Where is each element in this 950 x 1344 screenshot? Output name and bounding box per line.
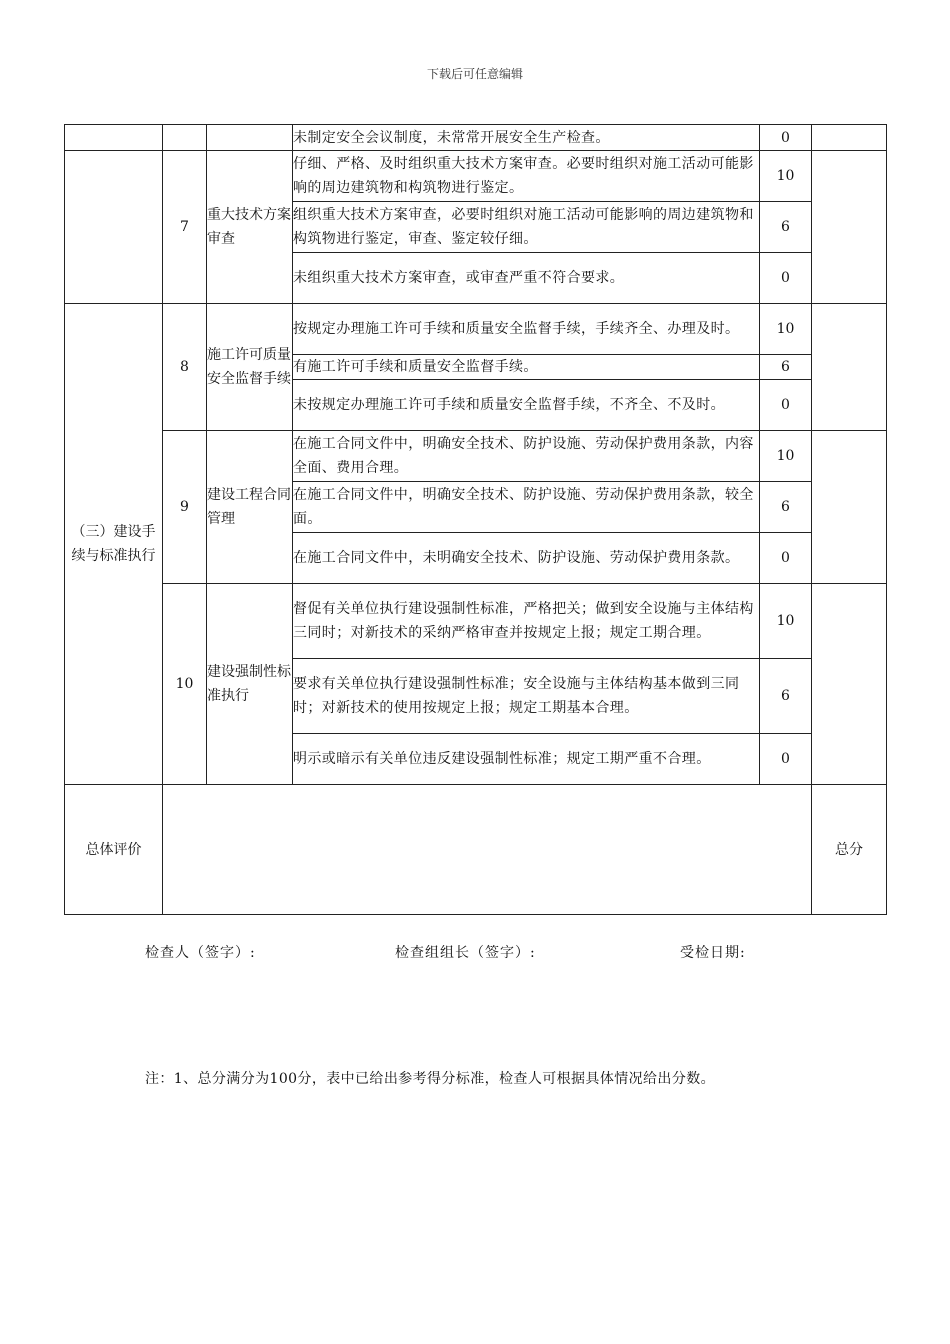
total-evaluation-field[interactable] bbox=[163, 785, 812, 915]
criterion-cell: 在施工合同文件中，明确安全技术、防护设施、劳动保护费用条款，较全面。 bbox=[293, 482, 760, 533]
item-name-cell-prev bbox=[207, 125, 293, 151]
criterion-cell: 按规定办理施工许可手续和质量安全监督手续，手续齐全、办理及时。 bbox=[293, 304, 760, 355]
actual-score-cell[interactable] bbox=[812, 125, 887, 151]
table-row bbox=[65, 304, 887, 355]
item-number-cell-prev bbox=[163, 125, 207, 151]
table-row bbox=[65, 125, 887, 151]
score-cell: 0 bbox=[760, 734, 812, 785]
item-number: 10 bbox=[163, 584, 207, 785]
table-row bbox=[65, 431, 887, 482]
category-label: （三）建设手续与标准执行 bbox=[65, 304, 163, 785]
table-row bbox=[65, 584, 887, 659]
actual-score-cell[interactable] bbox=[812, 151, 887, 304]
item-number: 9 bbox=[163, 431, 207, 584]
leader-signature-label: 检查组组长（签字）: bbox=[395, 945, 536, 961]
item-number: 8 bbox=[163, 304, 207, 431]
actual-score-cell[interactable] bbox=[812, 304, 887, 431]
actual-score-cell[interactable] bbox=[812, 584, 887, 785]
score-cell: 0 bbox=[760, 380, 812, 431]
item-name: 建设强制性标准执行 bbox=[207, 584, 293, 785]
criterion-cell: 在施工合同文件中，未明确安全技术、防护设施、劳动保护费用条款。 bbox=[293, 533, 760, 584]
score-cell: 0 bbox=[760, 533, 812, 584]
total-evaluation-label: 总体评价 bbox=[65, 785, 163, 915]
criterion-cell: 未制定安全会议制度，未常常开展安全生产检查。 bbox=[293, 125, 760, 151]
criterion-cell: 有施工许可手续和质量安全监督手续。 bbox=[293, 355, 760, 380]
inspection-table bbox=[64, 124, 887, 915]
criterion-cell: 仔细、严格、及时组织重大技术方案审查。必要时组织对施工活动可能影响的周边建筑物和构筑物进行鉴定。 bbox=[293, 151, 760, 202]
footnote: 注：1、总分满分为100分，表中已给出参考得分标准，检查人可根据具体情况给出分数。 bbox=[145, 1071, 716, 1087]
criterion-cell: 组织重大技术方案审查，必要时组织对施工活动可能影响的周边建筑物和构筑物进行鉴定，审查、鉴定较仔细。 bbox=[293, 202, 760, 253]
score-cell: 0 bbox=[760, 125, 812, 151]
inspector-signature-label: 检查人（签字）: bbox=[145, 945, 256, 961]
category-cell-prev bbox=[65, 125, 163, 151]
score-cell: 6 bbox=[760, 202, 812, 253]
item-number: 7 bbox=[163, 151, 207, 304]
item-name: 施工许可质量安全监督手续 bbox=[207, 304, 293, 431]
score-cell: 6 bbox=[760, 659, 812, 734]
actual-score-cell[interactable] bbox=[812, 431, 887, 584]
inspection-date-label: 受检日期: bbox=[680, 945, 746, 961]
score-cell: 10 bbox=[760, 304, 812, 355]
score-cell: 6 bbox=[760, 355, 812, 380]
category-cell-prev-cont bbox=[65, 151, 163, 304]
score-cell: 10 bbox=[760, 584, 812, 659]
criterion-cell: 督促有关单位执行建设强制性标准，严格把关；做到安全设施与主体结构三同时；对新技术的采纳严格审查并按规定上报；规定工期合理。 bbox=[293, 584, 760, 659]
criterion-cell: 未按规定办理施工许可手续和质量安全监督手续，不齐全、不及时。 bbox=[293, 380, 760, 431]
score-cell: 0 bbox=[760, 253, 812, 304]
item-name: 建设工程合同管理 bbox=[207, 431, 293, 584]
score-cell: 6 bbox=[760, 482, 812, 533]
page-header: 下载后可任意编辑 bbox=[426, 67, 523, 81]
total-row bbox=[65, 785, 887, 915]
criterion-cell: 未组织重大技术方案审查，或审查严重不符合要求。 bbox=[293, 253, 760, 304]
criterion-cell: 明示或暗示有关单位违反建设强制性标准；规定工期严重不合理。 bbox=[293, 734, 760, 785]
criterion-cell: 要求有关单位执行建设强制性标准；安全设施与主体结构基本做到三同时；对新技术的使用按规定上报；规定工期基本合理。 bbox=[293, 659, 760, 734]
item-name: 重大技术方案审查 bbox=[207, 151, 293, 304]
score-cell: 10 bbox=[760, 431, 812, 482]
table-row bbox=[65, 151, 887, 202]
total-score-label: 总分 bbox=[812, 785, 887, 915]
score-cell: 10 bbox=[760, 151, 812, 202]
criterion-cell: 在施工合同文件中，明确安全技术、防护设施、劳动保护费用条款，内容全面、费用合理。 bbox=[293, 431, 760, 482]
